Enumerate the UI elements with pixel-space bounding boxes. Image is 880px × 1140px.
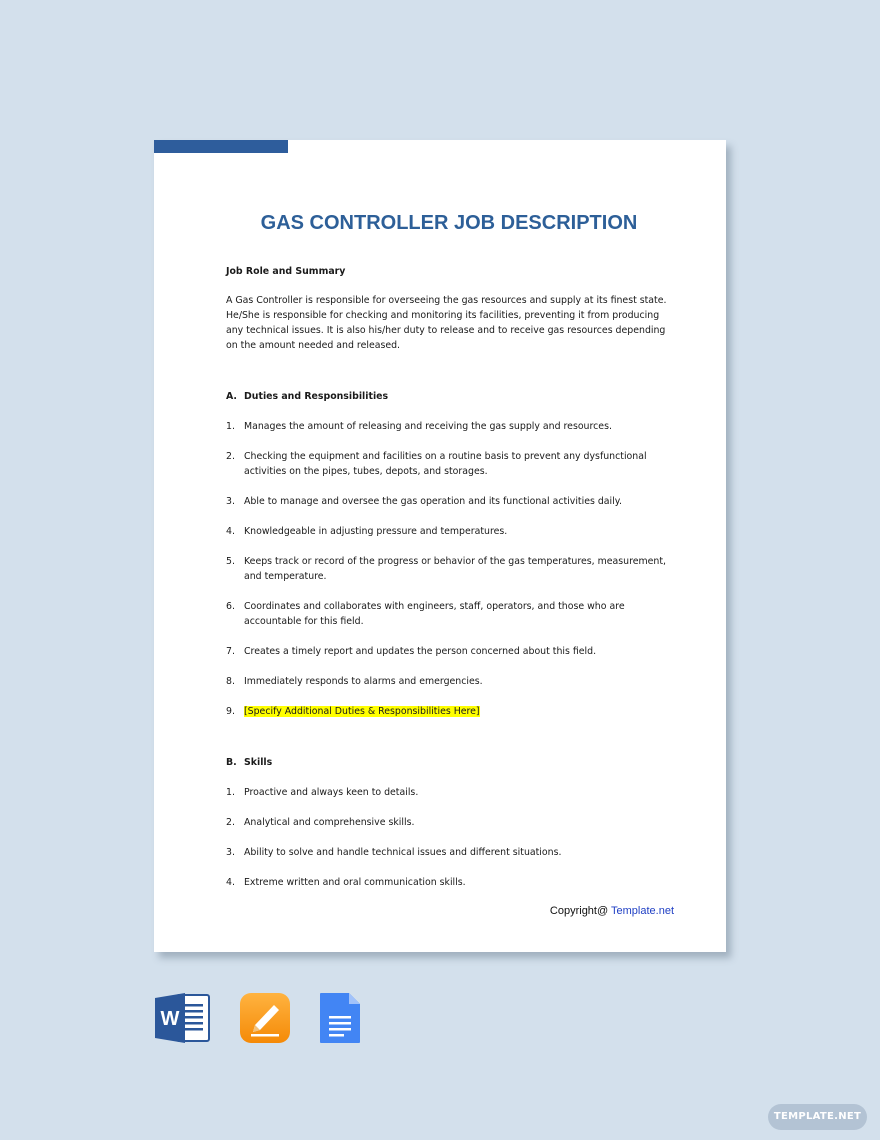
item-text: Checking the equipment and facilities on a routine basis to prevent any dysfunctional activities on the pipes, tubes, depots, and storages. xyxy=(244,451,647,477)
section-heading-duties xyxy=(226,389,671,404)
item-number: 2. xyxy=(226,451,235,462)
item-text: Knowledgeable in adjusting pressure and temperatures. xyxy=(244,526,508,537)
list-item xyxy=(226,419,671,434)
item-number: 4. xyxy=(226,877,235,888)
item-number: 6. xyxy=(226,601,235,612)
word-letter: W xyxy=(160,1008,180,1030)
copyright xyxy=(550,905,674,917)
list-item xyxy=(226,815,671,830)
list-item xyxy=(226,599,671,629)
item-text: Coordinates and collaborates with engineers, staff, operators, and those who are accountable for this field. xyxy=(244,601,625,627)
list-item xyxy=(226,845,671,860)
placeholder-highlight[interactable]: [Specify Additional Duties & Responsibilities Here] xyxy=(244,706,480,717)
item-text: Keeps track or record of the progress or behavior of the gas temperatures, measurement, and temperature. xyxy=(244,556,666,582)
section-letter: A. xyxy=(226,391,237,402)
document-body xyxy=(226,264,671,890)
item-number: 3. xyxy=(226,847,235,858)
google-docs-icon[interactable] xyxy=(319,992,361,1044)
template-net-badge[interactable]: TEMPLATE.NET xyxy=(768,1104,867,1130)
section-letter: B. xyxy=(226,757,237,768)
item-text: Creates a timely report and updates the person concerned about this field. xyxy=(244,646,597,657)
section-title: Duties and Responsibilities xyxy=(244,391,389,402)
accent-bar xyxy=(154,140,288,153)
list-item xyxy=(226,554,671,584)
item-number: 1. xyxy=(226,787,235,798)
word-icon[interactable] xyxy=(155,992,211,1044)
list-item xyxy=(226,494,671,509)
item-text: Manages the amount of releasing and receiving the gas supply and resources. xyxy=(244,421,612,432)
list-item xyxy=(226,875,671,890)
item-text: Analytical and comprehensive skills. xyxy=(244,817,415,828)
copyright-prefix: Copyright@ xyxy=(549,905,612,917)
page-title: GAS CONTROLLER JOB DESCRIPTION xyxy=(260,212,638,234)
list-item xyxy=(226,704,671,719)
list-item xyxy=(226,674,671,689)
pages-icon[interactable] xyxy=(239,992,291,1044)
item-number: 2. xyxy=(226,817,235,828)
item-number: 7. xyxy=(226,646,235,657)
item-number: 5. xyxy=(226,556,235,567)
item-number: 4. xyxy=(226,526,235,537)
list-item xyxy=(226,644,671,659)
item-text: Able to manage and oversee the gas operation and its functional activities daily. xyxy=(244,496,622,507)
summary-heading: Job Role and Summary xyxy=(226,266,346,277)
item-number: 9. xyxy=(226,706,235,717)
item-text: Immediately responds to alarms and emergencies. xyxy=(244,676,483,687)
item-text: Proactive and always keen to details. xyxy=(244,787,419,798)
list-item xyxy=(226,524,671,539)
section-title: Skills xyxy=(244,757,273,768)
section-heading-skills xyxy=(226,755,671,770)
duties-list xyxy=(226,419,671,719)
summary-text: A Gas Controller is responsible for overseeing the gas resources and supply at its finest state. He/She is responsible for checking and monitoring its facilities, preventing it from producing any technical issues. It is also his/her duty to release and to receive gas resources depending on the amount needed and released. xyxy=(226,295,667,351)
app-format-icons xyxy=(155,992,389,1044)
item-text: Ability to solve and handle technical issues and different situations. xyxy=(244,847,562,858)
skills-list xyxy=(226,785,671,890)
item-number: 1. xyxy=(226,421,235,432)
item-text: Extreme written and oral communication skills. xyxy=(244,877,466,888)
item-number: 8. xyxy=(226,676,235,687)
item-number: 3. xyxy=(226,496,235,507)
copyright-link[interactable]: Template.net xyxy=(611,905,674,917)
list-item xyxy=(226,449,671,479)
list-item xyxy=(226,785,671,800)
document-page xyxy=(154,140,726,952)
